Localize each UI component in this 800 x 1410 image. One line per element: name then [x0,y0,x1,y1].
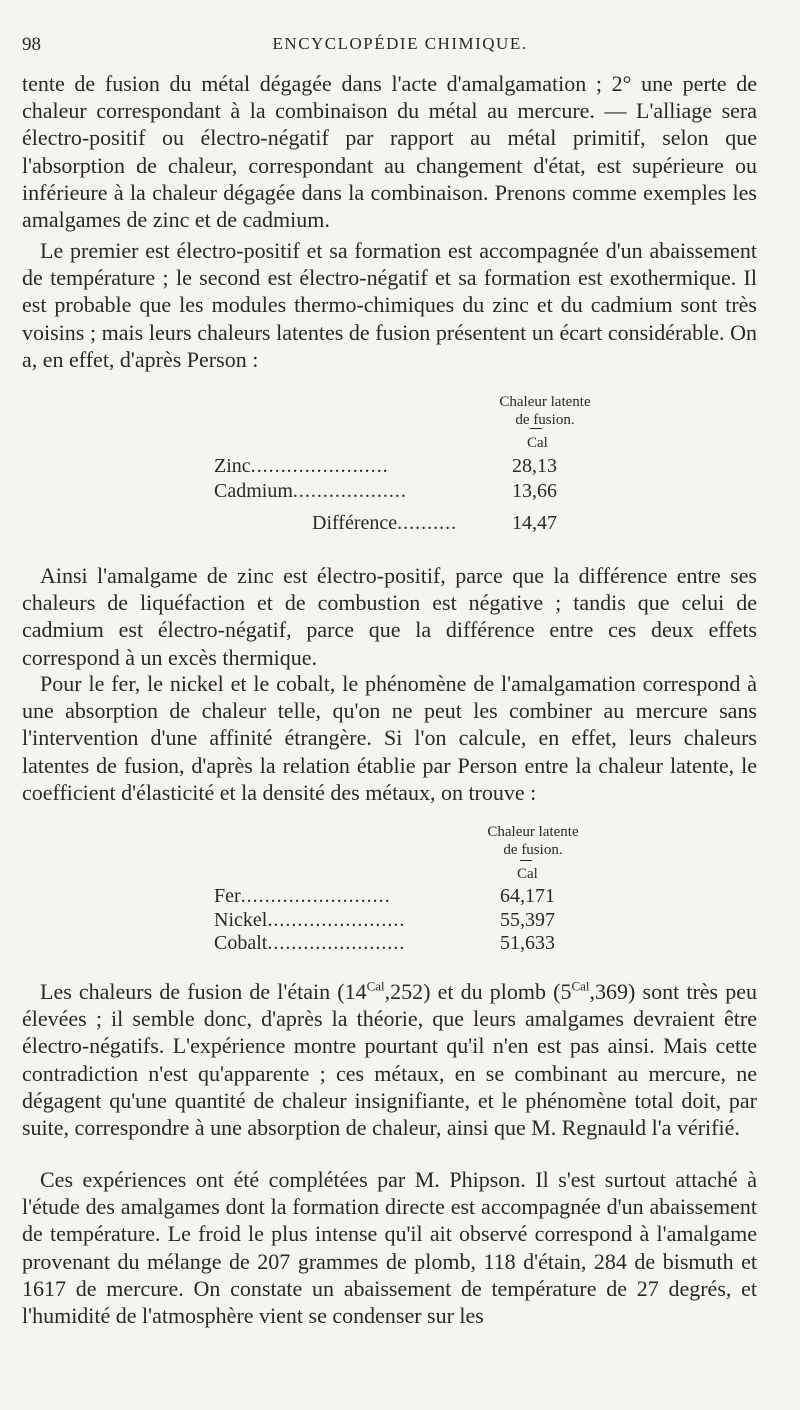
leader-dots: ......................... [240,885,391,907]
page-number: 98 [22,34,41,55]
table1-header-line2: de fusion. [515,412,575,428]
running-title: ENCYCLOPÉDIE CHIMIQUE. [272,34,528,53]
table2-header-line2: de fusion. [503,842,563,858]
table2-row-fer [214,884,391,908]
table1-row-zinc [214,454,389,478]
table2-row-label: Nickel [214,909,268,931]
leader-dots: ....................... [267,932,406,954]
table2-value-nickel: 55,397 [500,909,555,931]
table2-row-cobalt [214,931,405,955]
table2-value-fer: 64,171 [500,885,555,907]
p5-unit-sup-2: Cal [571,978,590,994]
table1-header-line1: Chaleur latente [499,394,591,410]
leader-dots: ....................... [250,455,389,477]
p5-text-b: ,252) et du plomb (5 [384,979,572,1004]
table2-unit: Cal [517,866,538,882]
table1-row-difference [312,511,457,535]
p5-unit-sup-1: Cal [366,978,385,994]
table1-value-difference: 14,47 [512,512,557,534]
table1-value-zinc: 28,13 [512,455,557,477]
paragraph-4: Pour le fer, le nickel et le cobalt, le phénomène de l'amalgamation correspond à une absorption de chaleur telle, qu'on ne peut les combiner au mercure sans l'intervention d'une affinité étrangère. Si l'on calcule, en effet, leurs chaleurs latentes de fusion, d'après la relation établie par Person entre la chaleur latente, le coefficient d'élasticité et la densité des métaux, on trouve : [22,671,757,805]
table2-value-cobalt: 51,633 [500,932,555,954]
table2-header-line1: Chaleur latente [487,824,579,840]
table2-row-nickel [214,908,405,932]
table1-total-label: Différence [312,512,398,534]
paragraph-3: Ainsi l'amalgame de zinc est électro-positif, parce que la différence entre ses chaleurs de liquéfaction et de combustion est négative ; tandis que celui de cadmium est électro-négatif, parce que la différence entre ces deux effets correspond à un excès thermique. [22,563,757,670]
leader-dots: ................... [292,480,407,502]
paragraph-2: Le premier est électro-positif et sa formation est accompagnée d'un abaissement de température ; le second est électro-négatif et sa formation est exothermique. Il est probable que les modules thermo-chimiques du zinc et du cadmium sont très voisins ; mais leurs chaleurs latentes de fusion présentent un écart considérable. On a, en effet, d'après Person : [22,238,757,372]
table2-row-label: Fer [214,885,241,907]
running-header [0,34,800,60]
table2-row-label: Cobalt [214,932,268,954]
table1-dash [530,428,542,429]
p5-text-a: Les chaleurs de fusion de l'étain (14 [40,979,367,1004]
table2-dash [520,860,532,861]
table1-unit: Cal [527,435,548,451]
table1-header [470,393,620,429]
table1-row-cadmium [214,479,407,503]
paragraph-6: Ces expériences ont été complétées par M. Phipson. Il s'est surtout attaché à l'étude des amalgames dont la formation directe est accompagnée d'un abaissement de température. Le froid le plus intense qu'il ait observé correspond à l'amalgame provenant du mélange de 207 grammes de plomb, 118 d'étain, 284 de bismuth et 1617 de mercure. On constate un abaissement de température de 27 degrés, et l'humidité de l'atmosphère vient se condenser sur les [22,1167,757,1329]
p5-text-c: ,369) sont très peu élevées ; il semble donc, d'après la théorie, que leurs amalgames devraient être électro-négatifs. L'expérience montre pourtant qu'il n'en est pas ainsi. Mais cette contradiction n'est qu'apparente ; ces métaux, en se combinant au mercure, ne dégagent qu'une quantité de chaleur insignifiante, et le phénomène total doit, par suite, correspondre à une absorption de chaleur, ainsi que M. Regnauld l'a vérifié. [22,979,757,1141]
table1-row-label: Zinc [214,455,251,477]
paragraph-1: tente de fusion du métal dégagée dans l'acte d'amalgamation ; 2° une perte de chaleur correspondant à la combinaison du métal au mercure. — L'alliage sera électro-positif ou électro-négatif par rapport au métal primitif, selon que l'absorption de chaleur, correspondant au changement d'état, est supérieure ou inférieure à la chaleur dégagée dans la combinaison. Prenons comme exemples les amalgames de zinc et de cadmium. [22,71,757,233]
leader-dots: .......... [397,512,458,534]
table1-value-cadmium: 13,66 [512,480,557,502]
table1-row-label: Cadmium [214,480,293,502]
leader-dots: ....................... [267,909,406,931]
table2-header [458,823,608,859]
paragraph-5 [22,978,757,1141]
